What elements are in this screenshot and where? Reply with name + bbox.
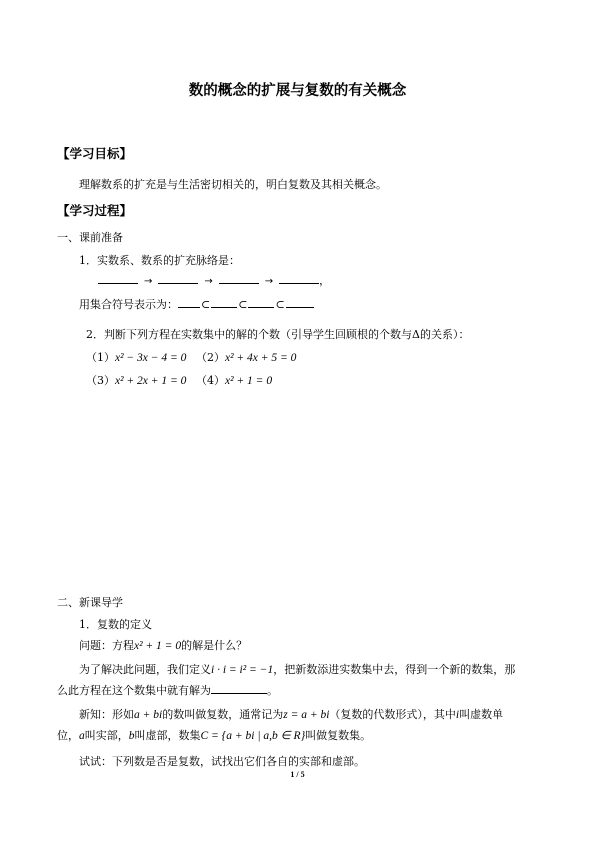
eq-item-4 — [196, 372, 272, 388]
goal-heading: 【学习目标】 — [57, 146, 133, 161]
subset-symbol: ⊂ — [238, 298, 248, 311]
define-line2-text: 么此方程在这个数集中就有解为 — [57, 684, 211, 697]
know-prefix: 新知：形如 — [79, 708, 134, 721]
part2-label: 二、新课导学 — [57, 596, 123, 609]
know-mid2: （复数的代数形式），其中 — [329, 708, 456, 721]
eq-num: （3） — [86, 374, 115, 387]
define-suffix: ，把新数添进实数集中去，得到一个新的数集，那 — [273, 663, 516, 676]
chain-blank-1[interactable] — [98, 273, 138, 284]
set-blank-3[interactable] — [248, 297, 274, 308]
arrow-icon: → — [144, 276, 153, 287]
equation: x² + 1 = 0 — [134, 640, 182, 652]
part1-label: 一、课前准备 — [57, 231, 123, 244]
eq-num: （1） — [86, 351, 115, 364]
goal-text: 理解数系的扩充是与生活密切相关的，明白复数及其相关概念。 — [79, 178, 387, 191]
q2-label: 2．判断下列方程在实数集中的解的个数（引导学生回顾根的个数与Δ的关系）： — [86, 328, 470, 341]
set-notation-line — [79, 296, 314, 312]
question-suffix: 的解是什么？ — [181, 639, 248, 652]
arrow-icon: → — [204, 276, 213, 287]
equation: i · i = i² = −1 — [211, 664, 274, 676]
process-heading: 【学习过程】 — [57, 203, 133, 218]
equation: x² + 4x + 5 = 0 — [225, 352, 297, 364]
q1-label: 1．实数系、数系的扩充脉络是： — [79, 254, 240, 267]
chain-blank-4[interactable] — [279, 273, 319, 284]
question-prefix: 问题：方程 — [79, 639, 134, 652]
set-prefix: 用集合符号表示为： — [79, 298, 178, 311]
number-system-chain — [98, 272, 330, 288]
new-knowledge-line-2 — [57, 727, 371, 743]
equation: x² − 3x − 4 = 0 — [115, 352, 187, 364]
eq-item-1 — [86, 349, 186, 365]
equation: x² + 1 = 0 — [225, 375, 273, 387]
eq-num: （4） — [196, 374, 225, 387]
set-blank-4[interactable] — [286, 297, 314, 308]
symbol: a — [79, 730, 85, 742]
eq-item-2 — [196, 349, 296, 365]
try-text: 试试：下列数是否是复数，试找出它们各自的实部和虚部。 — [79, 755, 365, 768]
chain-comma: ， — [319, 274, 331, 287]
eq-item-3 — [86, 372, 186, 388]
subset-symbol: ⊂ — [201, 298, 211, 311]
equation: z = a + bi — [283, 709, 330, 721]
arrow-icon: → — [264, 276, 274, 287]
symbol: i — [455, 709, 460, 721]
new-knowledge-line — [79, 706, 503, 722]
know-end1: 叫虚数单 — [459, 708, 504, 721]
page-title: 数的概念的扩展与复数的有关概念 — [188, 82, 407, 99]
answer-blank[interactable] — [211, 683, 267, 694]
define-prefix: 为了解决此问题，我们定义 — [79, 663, 211, 676]
know2-start: 位， — [57, 729, 79, 742]
equation: x² + 2x + 1 = 0 — [115, 375, 187, 387]
equation: C = {a + bi | a,b ∈ R} — [200, 730, 306, 742]
know2-mid2: 叫虚部，数集 — [134, 729, 201, 742]
know2-mid1: 叫实部， — [84, 729, 129, 742]
eq-num: （2） — [196, 351, 225, 364]
define-line — [79, 661, 515, 677]
sub1-label: 1．复数的定义 — [79, 618, 152, 631]
chain-blank-3[interactable] — [219, 273, 259, 284]
page-number: 1 / 5 — [290, 770, 305, 779]
chain-blank-2[interactable] — [158, 273, 198, 284]
define-line2-end: 。 — [267, 684, 278, 697]
subset-symbol: ⊂ — [275, 298, 285, 311]
set-blank-2[interactable] — [211, 297, 237, 308]
set-blank-1[interactable] — [178, 297, 200, 308]
know-mid1: 的数叫做复数，通常记为 — [162, 708, 284, 721]
symbol: b — [128, 730, 135, 742]
equation: a + bi — [134, 709, 163, 721]
know2-end: 叫做复数集。 — [305, 729, 372, 742]
question-line — [79, 637, 247, 653]
define-line-2 — [57, 682, 278, 698]
